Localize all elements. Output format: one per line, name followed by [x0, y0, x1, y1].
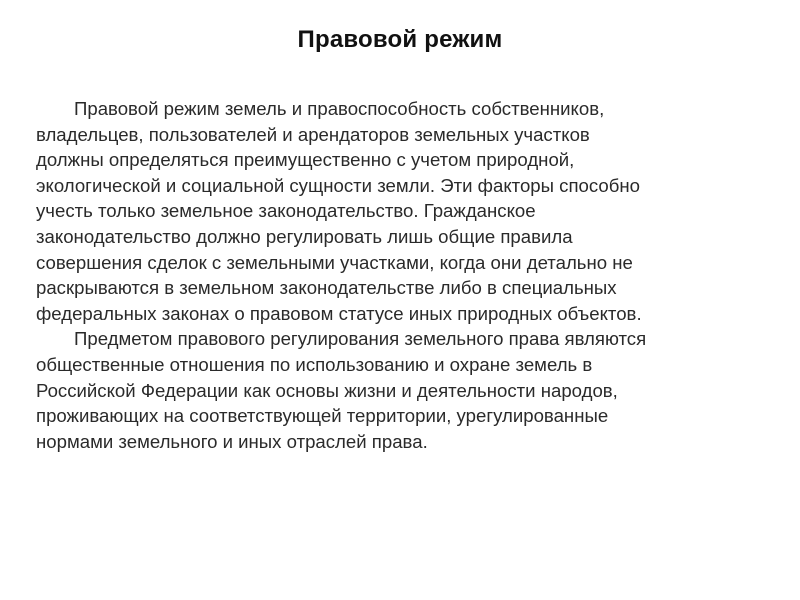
paragraph-line: совершения сделок с земельными участками, когда они детально не	[36, 251, 633, 273]
paragraph-line: Правовой режим земель и правоспособность собственников,	[74, 98, 605, 119]
paragraph-1	[36, 96, 764, 326]
paragraph-line: проживающих на соответствующей территории, урегулированные	[36, 405, 609, 427]
paragraph-line: федеральных законах о правовом статусе иных природных объектов.	[36, 302, 642, 324]
paragraph-line: нормами земельного и иных отраслей права.	[36, 430, 428, 452]
paragraph-line: должны определяться преимущественно с учетом природной,	[36, 149, 575, 171]
paragraph-line: Предметом правового регулирования земельного права являются	[74, 328, 647, 350]
paragraph-line: законодательство должно регулировать лишь общие правила	[36, 225, 573, 247]
paragraph-line: владельцев, пользователей и арендаторов земельных участков	[36, 123, 590, 145]
paragraph-line: экологической и социальной сущности земли. Эти факторы способно	[36, 174, 640, 196]
paragraph-line: общественные отношения по использованию и охране земель в	[36, 353, 593, 375]
paragraph-line: учесть только земельное законодательство. Гражданское	[36, 200, 536, 222]
paragraph-line: Российской Федерации как основы жизни и деятельности народов,	[36, 379, 618, 401]
slide-title: Правовой режим	[297, 26, 503, 53]
slide-body	[36, 96, 764, 454]
paragraph-2	[36, 326, 764, 454]
paragraph-line: раскрываются в земельном законодательстве либо в специальных	[36, 277, 617, 299]
